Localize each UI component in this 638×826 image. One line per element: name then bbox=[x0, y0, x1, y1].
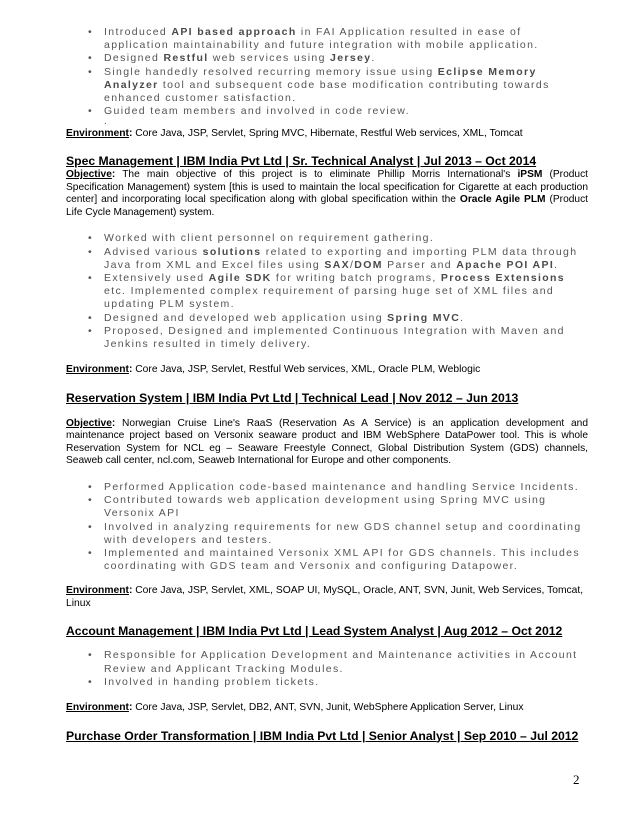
bold-text: Oracle Agile PLM bbox=[459, 194, 546, 206]
environment-text: Core Java, JSP, Servlet, DB2, ANT, SVN, Junit, WebSphere Application Server, Linux bbox=[132, 702, 524, 714]
project-heading: Account Management | IBM India Pvt Ltd | Lead System Analyst | Aug 2012 – Oct 2012 bbox=[66, 624, 563, 639]
bullet-item: • Designed and developed web application using Spring MVC. bbox=[90, 312, 588, 325]
bullet-item: • Extensively used Agile SDK for writing batch programs, Process Extensions etc. Implemented complex requirement of parsing huge set of XML files and updating PLM system. bbox=[90, 272, 588, 312]
bold-text: Spring MVC bbox=[387, 311, 461, 324]
bold-text: Jersey bbox=[330, 52, 372, 65]
bullet-item: • Designed Restful web services using Jersey. bbox=[90, 52, 588, 65]
bullet-item: • Contributed towards web application development using Spring MVC using Versonix API bbox=[90, 494, 588, 520]
bullet-item: • Involved in handing problem tickets. bbox=[90, 676, 588, 689]
environment-line: Environment: Core Java, JSP, Servlet, Spring MVC, Hibernate, Restful Web services, XML, Tomcat bbox=[66, 128, 523, 140]
bold-text: DOM bbox=[354, 258, 383, 271]
bullet-item: • Implemented and maintained Versonix XML API for GDS channels. This includes coordinating with GDS team and Versonix and configuring Datapower. bbox=[90, 547, 588, 573]
bold-text: API based approach bbox=[171, 26, 297, 38]
environment-line: Environment: Core Java, JSP, Servlet, DB2, ANT, SVN, Junit, WebSphere Application Server, Linux bbox=[66, 702, 524, 714]
bullet-item: • Performed Application code-based maintenance and handling Service Incidents. bbox=[90, 481, 588, 494]
environment-line: Environment: Core Java, JSP, Servlet, Restful Web services, XML, Oracle PLM, Weblogic bbox=[66, 364, 481, 376]
page-content bbox=[66, 26, 588, 744]
bold-text: iPSM bbox=[517, 168, 543, 180]
objective-paragraph: Objective: The main objective of this project is to eliminate Phillip Morris International's iPSM (Product Specification Management) system [this is used to maintain the local specification for Cigarette at each production center] and incorporating local specification along with global specification within the Oracle Agile PLM (Product Life Cycle Management) system. bbox=[66, 168, 588, 218]
objective-label: Objective bbox=[66, 417, 112, 429]
objective-paragraph: Objective: Norwegian Cruise Line's RaaS (Reservation As A Service) is an application development and maintenance project based on Versonix seaware product and IBM WebSphere DataPower tool. This is whole Reservation System for NCL eg – Seaware Freestyle Connect, Global Distribution System (GDS) channels, Seaweb call center, ncl.com, Seaweb International for Europe and other components. bbox=[66, 417, 588, 467]
bold-text: Restful bbox=[163, 52, 209, 65]
bullet-list bbox=[66, 481, 588, 573]
environment-text: Core Java, JSP, Servlet, Restful Web services, XML, Oracle PLM, Weblogic bbox=[132, 364, 481, 376]
environment-label: Environment bbox=[66, 702, 129, 714]
objective-text: The main objective of this project is to eliminate Phillip Morris International's iPSM (Product Specification Management) system [this is used to maintain the local specification for Cigarette at each production center] and incorporating local specification along with global specification within the Oracle Agile PLM (Product Life Cycle Management) system. bbox=[66, 168, 588, 218]
bullet-list bbox=[66, 26, 588, 118]
trailing-mark: . bbox=[104, 116, 107, 128]
environment-label: Environment bbox=[66, 128, 129, 140]
project-heading: Reservation System | IBM India Pvt Ltd | Technical Lead | Nov 2012 – Jun 2013 bbox=[66, 390, 519, 405]
bold-text: solutions bbox=[202, 245, 262, 258]
page-number: 2 bbox=[573, 772, 580, 787]
bullet-item: • Proposed, Designed and implemented Continuous Integration with Maven and Jenkins resulted in timely delivery. bbox=[90, 325, 588, 351]
bullet-list bbox=[66, 649, 588, 689]
bullet-item: • Introduced API based approach in FAI Application resulted in ease of application maintainability and future integration with mobile application. bbox=[90, 26, 588, 52]
bold-text: Apache POI API bbox=[456, 258, 555, 271]
project-heading: Purchase Order Transformation | IBM India Pvt Ltd | Senior Analyst | Sep 2010 – Jul 2012 bbox=[66, 728, 579, 743]
environment-text: Core Java, JSP, Servlet, XML, SOAP UI, MySQL, Oracle, ANT, SVN, Junit, Web Services, Tomcat, Linux bbox=[66, 585, 584, 609]
bold-text: Eclipse Memory Analyzer bbox=[104, 65, 537, 91]
environment-label: Environment bbox=[66, 364, 129, 376]
bullet-item: • Worked with client personnel on requirement gathering. bbox=[90, 232, 588, 245]
bullet-list bbox=[66, 232, 588, 351]
bold-text: SAX bbox=[324, 258, 351, 271]
bullet-item: • Advised various solutions related to exporting and importing PLM data through Java from XML and Excel files using SAX/DOM Parser and Apache POI API. bbox=[90, 246, 588, 272]
bullet-item: • Responsible for Application Development and Maintenance activities in Account Review and Applicant Tracking Modules. bbox=[90, 649, 588, 675]
environment-label: Environment bbox=[66, 585, 129, 597]
bullet-item: • Involved in analyzing requirements for new GDS channel setup and coordinating with developers and testers. bbox=[90, 521, 588, 547]
bold-text: Agile SDK bbox=[208, 271, 272, 284]
bullet-item: • Guided team members and involved in code review. bbox=[90, 105, 588, 118]
objective-label: Objective bbox=[66, 168, 112, 180]
bullet-item: • Single handedly resolved recurring memory issue using Eclipse Memory Analyzer tool and subsequent code base modification contributing towards enhanced customer satisfaction. bbox=[90, 66, 588, 106]
objective-text: Norwegian Cruise Line's RaaS (Reservation As A Service) is an application development and maintenance project based on Versonix seaware product and IBM WebSphere DataPower tool. This is whole Reservation System for NCL eg – Seaware Freestyle Connect, Global Distribution System (GDS) channels, Seaweb call center, ncl.com, Seaweb International for Europe and other components. bbox=[66, 417, 588, 467]
bold-text: Process Extensions bbox=[440, 271, 565, 284]
environment-line: Environment: Core Java, JSP, Servlet, XML, SOAP UI, MySQL, Oracle, ANT, SVN, Junit, Web Services, Tomcat, Linux bbox=[66, 585, 584, 609]
project-heading: Spec Management | IBM India Pvt Ltd | Sr. Technical Analyst | Jul 2013 – Oct 2014 bbox=[66, 153, 537, 168]
environment-text: Core Java, JSP, Servlet, Spring MVC, Hibernate, Restful Web services, XML, Tomcat bbox=[132, 128, 523, 140]
